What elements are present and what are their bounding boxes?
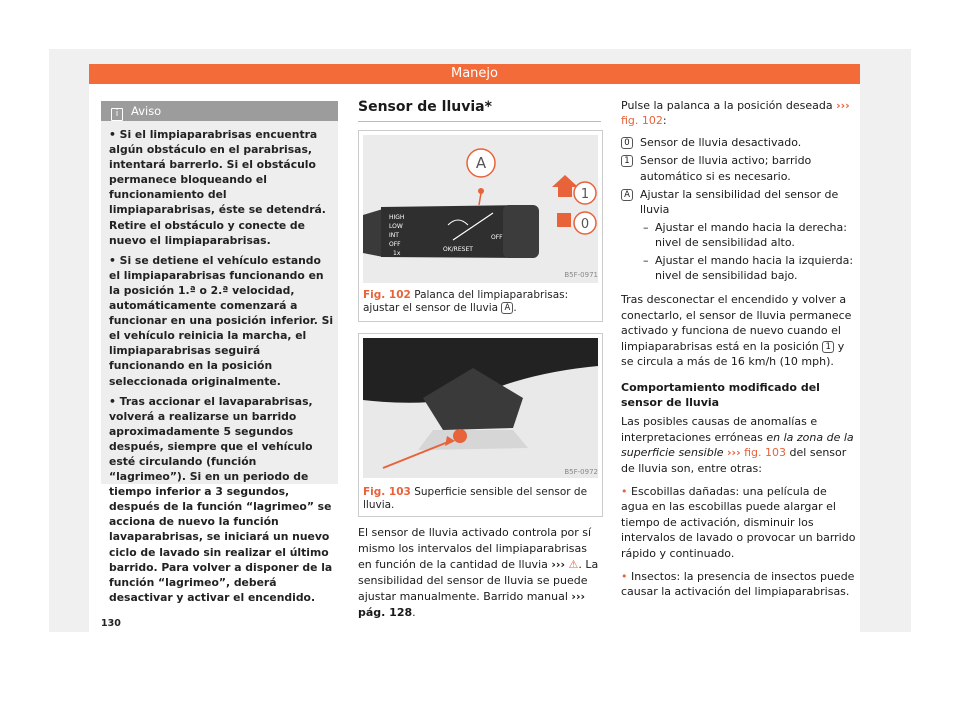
svg-text:OFF: OFF xyxy=(389,241,401,248)
callout-badge: A xyxy=(501,302,513,314)
warning-header xyxy=(101,101,338,121)
figure-link[interactable]: fig. 103 xyxy=(744,446,787,460)
warning-triangle-icon: ⚠ xyxy=(568,558,579,571)
warning-box xyxy=(101,101,338,604)
page-number: 130 xyxy=(101,618,121,629)
warning-title: Aviso xyxy=(131,104,162,118)
wiper-lever-icon xyxy=(363,135,598,283)
label-a: A xyxy=(475,154,487,172)
figure-link[interactable]: fig. 102 xyxy=(621,114,663,128)
svg-text:HIGH: HIGH xyxy=(389,214,405,221)
bullet-item: • Insectos: la presencia de insectos puede causar la activación del limpiaparabrisas. xyxy=(621,569,855,599)
figure-102 xyxy=(358,130,603,322)
rain-sensor-icon xyxy=(363,338,598,478)
label-zero: 0 xyxy=(580,217,590,232)
list-item: 0 Sensor de lluvia desactivado. xyxy=(621,135,857,150)
bullet-item: • Escobillas dañadas: una película de agua en las escobillas puede alargar el tiempo de activación, disminuir los intervalos de lavado o provocar un barrido rápido y continuado. xyxy=(621,484,856,560)
wiper-lever-illustration xyxy=(363,135,598,283)
figure-code: B5F-0971 xyxy=(564,271,598,279)
figure-code: B5F-0972 xyxy=(564,468,598,476)
section-divider xyxy=(358,121,601,122)
section-title: Sensor de lluvia* xyxy=(358,99,492,115)
svg-text:1x: 1x xyxy=(393,250,401,257)
svg-text:OK/RESET: OK/RESET xyxy=(443,246,473,253)
intro: Pulse la palanca a la posición deseada ››› fig. 102: xyxy=(621,99,850,128)
warning-item: • Si se detiene el vehículo estando el limpiaparabrisas funcionando en la posición 1.ª o 2.ª velocidad, automáticamente comenzará a funcionar en una posición inferior. Si el vehículo reinicia la marcha, el limpiaparabrisas seguirá funcionando en la posición seleccionada originalmente. xyxy=(109,253,334,388)
svg-text:OFF: OFF xyxy=(491,234,503,241)
svg-text:INT: INT xyxy=(389,232,399,239)
warning-item: • Tras accionar el lavaparabrisas, volverá a realizarse un barrido aproximadamente 5 segundos después, siempre que el vehículo esté circulando (función “lagrimeo”). Si en un periodo de tiempo inferior a 3 segundos, después de la función “lagrimeo” se acciona de nuevo la función lavaparabrisas, se iniciará un nuevo ciclo de lavado sin realizar el último barrido. Para volver a disponer de la función “lagrimeo”, deberá desactivar y activar el encendido. xyxy=(109,394,333,604)
page-link[interactable]: pág. 128 xyxy=(358,606,413,619)
info-icon: i xyxy=(111,108,123,121)
windscreen-sensor-illustration xyxy=(363,338,598,478)
list-subitem: – Ajustar el mando hacia la derecha: nivel de sensibilidad alto. xyxy=(643,220,847,250)
paragraph: Las posibles causas de anomalías e interpretaciones erróneas en la zona de la superficie sensible ››› fig. 103 del sensor de lluvia son, entre otras: xyxy=(621,415,854,475)
list-item: 1 Sensor de lluvia activo; barrido automático si es necesario. xyxy=(621,153,857,184)
list-subitem: – Ajustar el mando hacia la izquierda: nivel de sensibilidad bajo. xyxy=(643,253,854,283)
figure-caption: Fig. 103 Superficie sensible del sensor de lluvia. xyxy=(363,486,588,511)
middle-text xyxy=(358,525,603,621)
svg-text:LOW: LOW xyxy=(389,223,403,230)
right-text xyxy=(621,98,857,600)
label-one: 1 xyxy=(580,187,590,202)
paragraph: Tras desconectar el encendido y volver a conectarlo, el sensor de lluvia permanece activado y funciona de nuevo cuando el limpiaparabrisas está en la posición 1 y se circula a más de 16 km/h (10 mph). xyxy=(621,293,852,369)
list-item: A Ajustar la sensibilidad del sensor de lluvia xyxy=(621,187,857,218)
paragraph: El sensor de lluvia activado controla por sí mismo los intervalos del limpiaparabrisas en función de la cantidad de lluvia ››› ⚠. La sensibilidad del sensor de lluvia se puede ajustar manualmente. Barrido manual ››› pág. 128. xyxy=(358,526,599,619)
warning-item: • Si el limpiaparabrisas encuentra algún obstáculo en el parabrisas, intentará barrerlo. Si el obstáculo permanece bloqueando el funcionamiento del limpiaparabrisas, éste se detendrá. Retire el obstáculo y conecte de nuevo el limpiaparabrisas. xyxy=(109,128,326,247)
warning-body xyxy=(109,127,335,610)
figure-103 xyxy=(358,333,603,517)
figure-caption: Fig. 102 Palanca del limpiaparabrisas: ajustar el sensor de lluvia A . xyxy=(363,289,569,314)
subheading: Comportamiento modificado del sensor de lluvia xyxy=(621,380,820,409)
chapter-header: Manejo xyxy=(89,64,860,84)
